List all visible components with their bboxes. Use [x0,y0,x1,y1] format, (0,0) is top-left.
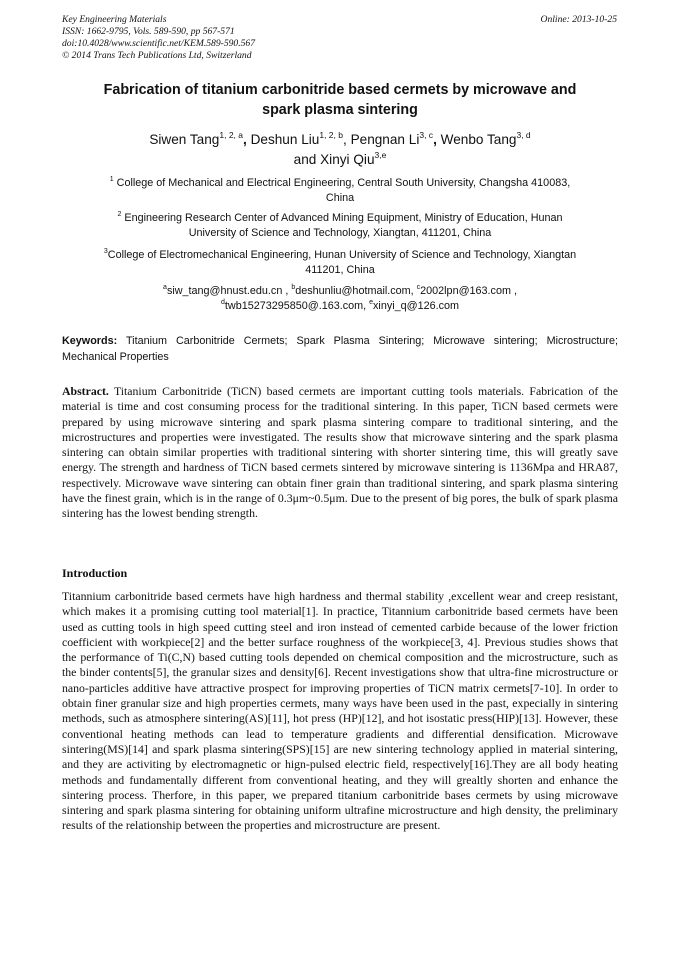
author-name: Wenbo Tang [440,132,517,147]
author-sup: 3, c [419,130,434,140]
authors-line-1 [62,130,618,150]
abstract-block [62,384,618,522]
author-name: Pengnan Li [350,132,420,147]
author-list [62,130,618,170]
affiliation-text: Engineering Research Center of Advanced Mining Equipment, Ministry of Education, Hunan [124,212,563,224]
affiliation-sup: 3 [103,248,108,255]
email-sup: a [163,284,167,291]
introduction-paragraph: Titannium carbonitride based cermets have high hardness and thermal stability ,excellent wear and creep resistant, which makes it a promising cutting tool material[1]. In practice, Titannium carbonitride based cermets have been used as cutting tools in high speed cutting steel and iron instead of cemented carbide because of the lower friction coefficient with workpiece[2] and the better surface roughness of the workpiece[3, 4]. Previous studies shows that the performance of Ti(C,N) based cutting tools depended on chemical composition and the microstructure, such as the binder contents[5], the granular sizes and density[6]. Recent investigations show that ultra-fine microstructure or nano-particles additive have attractive prospect for improving properties of TiCN matrix cermets[7-10]. In order to obtain finer granular size and high properties cermets, many ways have been used in the past, expecially in sintering methods, such as atmosphere sintering(AS)[11], hot press (HP)[12], and hot isostatic press(HIP)[13]. However, these conventional heating methods can lead to temperature gradients and differential densification. Microwave sintering(MS)[14] and spark plasma sintering(SPS)[15] are new sintering technology applied in material sintering, and they are activiting by electromagnetic or hign-pulsed electric field, respectively[16].They are all body heating methods and fundamentally different from conventional heating, and they will grealtly shorten and enhance the sintering process. Therfore, in this paper, we prepared titanium carbonitride bases cermets by using microwave sintering and spark plasma sintering for obtaining uniform ultrafine microstructure and high density, the preliminary results of the relationship between the properties and microstructure are present. [62,589,618,833]
copyright-line: © 2014 Trans Tech Publications Ltd, Switzerland [62,50,252,61]
email-link[interactable]: twb15273295850@.163.com, [224,300,367,312]
author-sup: 1, 2, a [219,130,244,140]
affiliation-sup: 1 [109,176,114,183]
author-sup: 3, d [516,130,531,140]
author-sep: , [243,132,247,147]
author-name: Siwen Tang [149,132,220,147]
running-header [62,14,617,62]
title-line-2: spark plasma sintering [262,102,418,118]
email-link[interactable]: deshunliu@hotmail.com, [295,285,414,297]
author-sep: , [433,132,437,147]
issn-line: ISSN: 1662-9795, Vols. 589-590, pp 567-571 [62,26,235,37]
affiliation-text: College of Mechanical and Electrical Engineering, Central South University, Changsha 410083, [116,177,571,189]
keywords-label: Keywords: [62,335,118,347]
affiliation-text: College of Electromechanical Engineering, Hunan University of Science and Technology, Xiangtan [107,249,577,261]
abstract-text: Titanium Carbonitride (TiCN) based cermets are important cutting tools materials. Fabrication of the material is time and cost consuming process for the traditional sintering. In this paper, TiCN based cermets were prepared by using microwave sintering and spark plasma sintering compare to traditional sintering, and the microstructures and properties were investigated. The results show that microwave sintering and the spark plasma sintering can obtain similar properties with traditional sintering with shorter sintering time, this will greatly save energy. The strength and hardness of TiCN based cermets sintered by microwave sintering is 1136Mpa and HRA87, respectively. Microwave wave sintering can obtain finer grain than traditional sintering, and spark plasma sintering have the finest grain, which is in the range of 0.3μm~0.5μm. Due to the present of big pores, the bulk of spark plasma sintering has the lowest bending strength. [62,384,618,521]
affiliation-2 [62,211,618,241]
author-sup: 3,e [374,150,387,160]
affiliation-3 [62,248,618,278]
affiliation-text: China [325,192,355,204]
affiliation-text: University of Science and Technology, Xiangtan, 411201, China [188,227,492,239]
author-name: Xinyi Qiu [320,152,375,167]
journal-name: Key Engineering Materials [62,14,167,25]
email-sup: c [416,284,421,291]
doi-line[interactable]: doi:10.4028/www.scientific.net/KEM.589-590.567 [62,38,256,49]
author-sup: 1, 2, b [319,130,343,140]
title-line-1: Fabrication of titanium carbonitride based cermets by microwave and [103,82,577,98]
email-sup: e [369,299,374,306]
email-link[interactable]: siw_tang@hnust.edu.cn , [166,285,289,297]
keywords-text: Titanium Carbonitride Cermets; Spark Plasma Sintering; Microwave sintering; Microstructure; Mechanical Properties [62,335,618,363]
abstract-label: Abstract. [62,384,109,398]
online-date: Online: 2013-10-25 [540,14,617,25]
affiliation-1 [62,176,618,206]
authors-line-2 [62,150,618,170]
paper-title [62,80,618,120]
email-link[interactable]: xinyi_q@126.com [373,300,460,312]
keywords-block [62,334,618,365]
author-and: and [293,152,317,167]
author-name: Deshun Liu [250,132,320,147]
email-link[interactable]: 2002lpn@163.com , [420,285,517,297]
email-sup: b [291,284,296,291]
email-sup: d [220,299,225,306]
author-sep: , [343,132,347,147]
affiliation-sup: 2 [117,211,122,218]
affiliation-text: 411201, China [305,264,375,276]
section-heading-introduction: Introduction [62,566,128,580]
email-list [62,284,618,314]
